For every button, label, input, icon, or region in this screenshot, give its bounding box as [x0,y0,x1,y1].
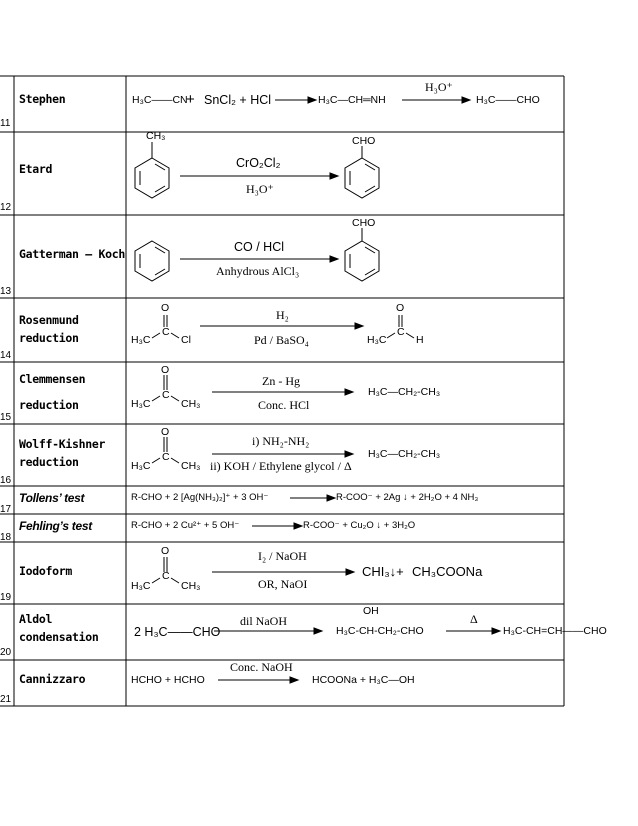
left-group: H₃C [131,580,151,592]
product: H₃C-CH=CH——CHO [503,625,607,637]
carbonyl-oxygen: O [161,545,170,557]
reaction-name-line2: reduction [19,455,79,469]
reagent-above: CO / HCl [234,240,284,254]
plus-sign: + [186,91,195,108]
reagent-above: dil NaOH [240,614,287,628]
left-group: H₃C [131,334,151,346]
reaction-name-line1: Aldol [19,612,53,626]
reagent-below: H₃O⁺ [246,182,274,196]
reaction-name-line2: condensation [19,630,99,644]
reaction-name-line1: Clemmensen [19,372,86,386]
carbonyl-oxygen: O [161,426,170,438]
product-carbon: C [397,326,405,338]
products: HCOONa + H₃C—OH [312,674,415,686]
row-number: 16 [0,475,12,486]
methyl-group: CH₃ [146,130,166,142]
reagent: SnCl₂ + HCl [204,93,272,107]
reaction-name-line1: Rosenmund [19,313,79,327]
reaction-name: Cannizzaro [19,672,86,686]
product-left-group: H₃C [367,334,387,346]
condition: H₃O⁺ [425,80,453,94]
product: H₃C—CH₂-CH₃ [368,448,441,460]
product: H₃C—CH₂-CH₃ [368,386,441,398]
equation-lhs: R-CHO + 2 Cu²⁺ + 5 OH⁻ [131,520,240,531]
reagent-above: I₂ / NaOH [258,549,307,563]
carbonyl-carbon: C [162,389,170,401]
reactant: 2 H₃C——CHO [134,625,221,639]
reaction-name-line2: reduction [19,331,79,345]
row-number: 11 [0,118,11,129]
product-substituent: CHO [352,135,376,147]
row-number: 13 [0,286,12,297]
reaction-name: Tollens’ test [19,491,85,505]
row-number: 19 [0,592,12,603]
row-number: 12 [0,202,12,213]
product-sodium-acetate: CH₃COONa [412,564,483,579]
carbonyl-carbon: C [162,451,170,463]
reaction-name: Iodoform [19,564,72,578]
right-group: CH₃ [181,580,201,592]
reagent-below: Pd / BaSO₄ [254,333,309,347]
right-group: Cl [181,334,191,346]
product-substituent: CHO [352,217,376,229]
equation-rhs: R-COO⁻ + Cu₂O ↓ + 3H₂O [303,520,416,531]
reaction-name: Etard [19,162,53,176]
carbonyl-oxygen: O [161,364,170,376]
reagent-above: CrO₂Cl₂ [236,156,281,170]
reagent-above: Conc. NaOH [230,660,293,674]
reaction-name: Gatterman – Koch [19,247,125,261]
left-group: H₃C [131,398,151,410]
product-oxygen: O [396,302,405,314]
product: H₃C——CHO [476,94,540,106]
row-number: 15 [0,412,12,423]
reagent-below: OR, NaOI [258,577,308,591]
equation-rhs: R-COO⁻ + 2Ag ↓ + 2H₂O + 4 NH₃ [336,492,479,503]
carbonyl-carbon: C [162,326,170,338]
hydroxyl-group: OH [363,605,379,617]
reagent-above: Zn - Hg [262,374,300,388]
left-group: H₃C [131,460,151,472]
row-number: 18 [0,532,12,543]
condition: Δ [470,612,478,626]
right-group: CH₃ [181,398,201,410]
equation-lhs: R-CHO + 2 [Ag(NH₃)₂]⁺ + 3 OH⁻ [131,492,269,503]
row-number: 17 [0,504,12,515]
row-number: 20 [0,647,12,658]
reaction-name: Stephen [19,92,66,106]
reagent-above: i) NH₂-NH₂ [252,434,310,448]
carbonyl-carbon: C [162,570,170,582]
carbonyl-oxygen: O [161,302,170,314]
reaction-name-line1: Wolff-Kishner [19,437,106,451]
reagent-below: Conc. HCl [258,398,310,412]
reaction-name: Fehling’s test [19,519,92,533]
reactant: H₃C——CN [132,94,188,106]
reagent-below: ii) KOH / Ethylene glycol / Δ [210,459,352,473]
row-number: 21 [0,694,12,705]
reactants: HCHO + HCHO [131,674,205,686]
reaction-name-line2: reduction [19,398,79,412]
product-right-group: H [416,334,424,346]
intermediate: H₃C—CH═NH [318,94,386,106]
reagent-above: H₂ [276,308,289,322]
reagent-below: Anhydrous AlCl₃ [216,264,300,278]
row-number: 14 [0,350,12,361]
product-iodoform: CHI₃↓+ [362,564,404,579]
aldol-intermediate: H₃C-CH-CH₂-CHO [336,625,424,637]
right-group: CH₃ [181,460,201,472]
